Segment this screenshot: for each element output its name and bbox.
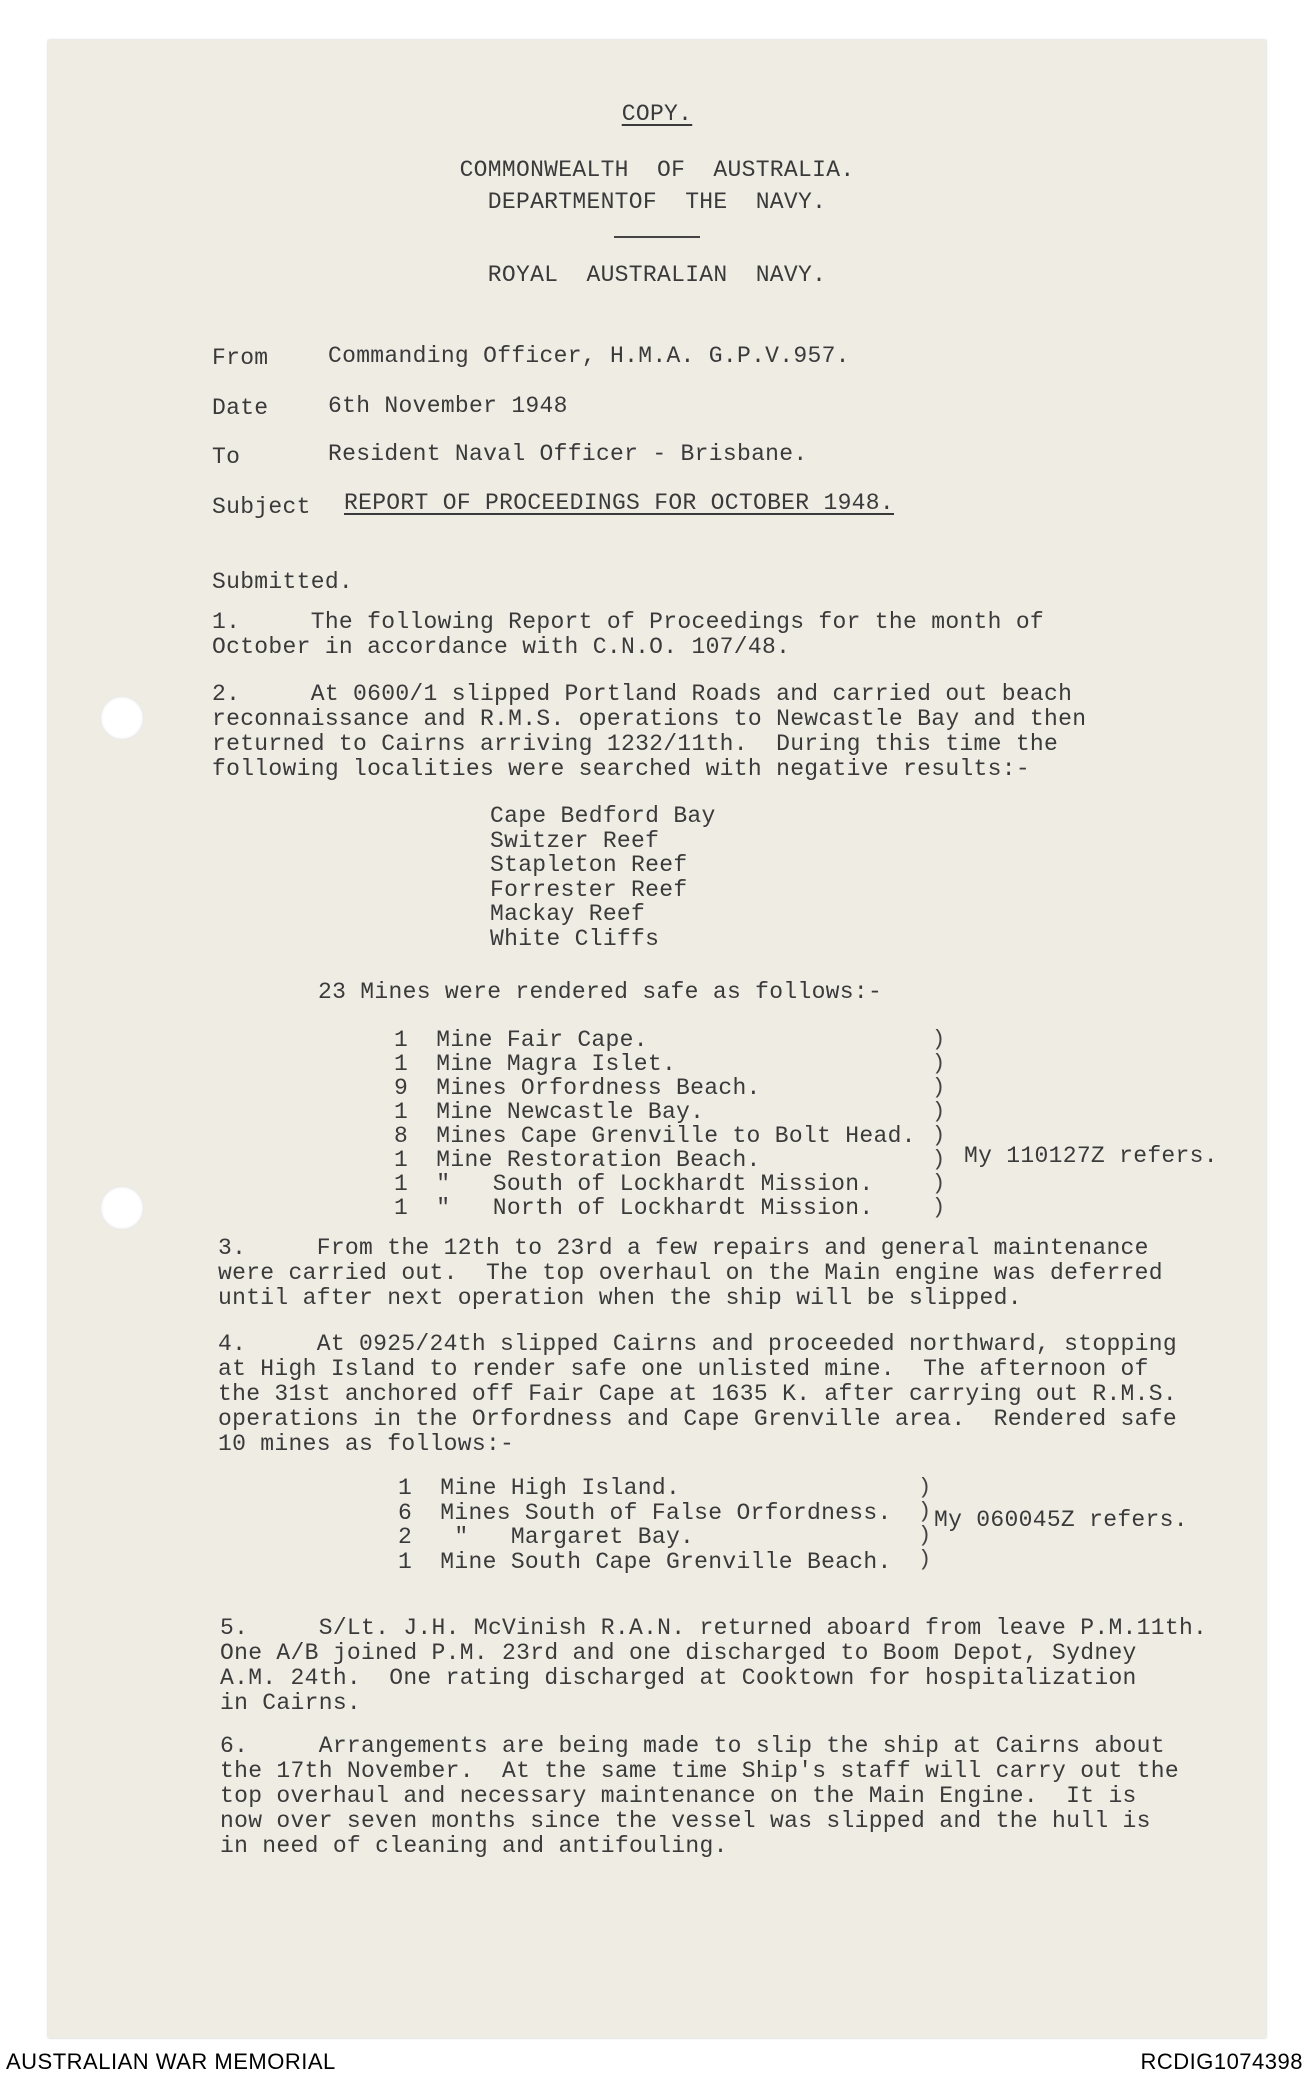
paragraph-3: 3. From the 12th to 23rd a few repairs and general maintenance were carried out. The top overhaul on the Main engine was deferred until after next operation when the ship will be slipped. <box>218 1235 1163 1311</box>
header-line-ran: ROYAL AUSTRALIAN NAVY. <box>487 262 827 288</box>
list-item: White Cliffs <box>490 925 660 952</box>
footer-record-id: RCDIG1074398 <box>1140 2049 1303 2074</box>
submitted-line: Submitted. <box>212 569 354 595</box>
subject-label: Subject <box>212 494 311 520</box>
header-line-commonwealth: COMMONWEALTH OF AUSTRALIA. <box>459 157 855 183</box>
reference-note-2: My 060045Z refers. <box>934 1507 1188 1533</box>
list-item: 1 Mine High Island. <box>398 1475 681 1501</box>
paragraph-1: 1. The following Report of Proceedings for the month of October in accordance with C.N.O. 107/48. <box>212 609 1045 660</box>
paragraph-6: 6. Arrangements are being made to slip the ship at Cairns about the 17th November. At the same time Ship's staff will carry out the top overhaul and necessary maintenance on the Main Engine. It is now over seven months since the vessel was slipped and the hull is in need of cleaning and antifouling. <box>220 1733 1179 1859</box>
brace-glyph: ) ) ) ) <box>918 1475 932 1572</box>
brace-glyph: ) ) ) ) ) ) ) ) <box>932 1027 946 1220</box>
list-item: 6 Mines South of False Orfordness. <box>398 1499 892 1526</box>
list-item: 1 Mine Restoration Beach. <box>394 1147 761 1173</box>
list-item: 1 Mine South Cape Grenville Beach. <box>398 1548 892 1575</box>
to-label: To <box>212 444 241 470</box>
date-value: 6th November 1948 <box>328 393 568 419</box>
to-value: Resident Naval Officer - Brisbane. <box>328 441 808 467</box>
punch-hole <box>100 696 144 740</box>
reference-note-1: My 110127Z refers. <box>964 1143 1218 1169</box>
list-item: 9 Mines Orfordness Beach. <box>394 1075 761 1101</box>
date-label: Date <box>212 395 269 421</box>
from-value: Commanding Officer, H.M.A. G.P.V.957. <box>328 343 850 369</box>
list-item: Forrester Reef <box>490 876 688 903</box>
punch-hole <box>100 1186 144 1230</box>
mines-list-october <box>394 1028 916 1220</box>
list-item: Cape Bedford Bay <box>490 803 716 829</box>
list-item: Switzer Reef <box>490 827 660 854</box>
paragraph-5: 5. S/Lt. J.H. McVinish R.A.N. returned aboard from leave P.M.11th. One A/B joined P.M. 23rd and one discharged to Boom Depot, Sydney A.M. 24th. One rating discharged at Cooktown for hospitalization in Cairns. <box>220 1615 1208 1716</box>
list-item: Stapleton Reef <box>490 852 688 878</box>
header-line-department: DEPARTMENTOF THE NAVY. <box>487 189 827 215</box>
header-divider <box>614 236 700 238</box>
list-item: 1 Mine Magra Islet. <box>394 1051 677 1077</box>
paragraph-4: 4. At 0925/24th slipped Cairns and proceeded northward, stopping at High Island to render safe one unlisted mine. The afternoon of the 31st anchored off Fair Cape at 1635 K. after carrying out R.M.S. operations in the Orfordness and Cape Grenville area. Rendered safe 10 mines as follows:- <box>218 1331 1177 1457</box>
list-item: 1 " South of Lockhardt Mission. <box>394 1171 874 1197</box>
list-item: 1 Mine Newcastle Bay. <box>394 1099 705 1125</box>
document-page <box>48 40 1266 2038</box>
list-item: 2 " Margaret Bay. <box>398 1524 695 1550</box>
paragraph-2: 2. At 0600/1 slipped Portland Roads and carried out beach reconnaissance and R.M.S. operations to Newcastle Bay and then returned to Cairns arriving 1232/11th. During this time the following localities were searched with negative results:- <box>212 681 1087 782</box>
subject-value: REPORT OF PROCEEDINGS FOR OCTOBER 1948. <box>344 490 894 516</box>
list-item: 8 Mines Cape Grenville to Bolt Head. <box>394 1123 916 1149</box>
footer-institution: AUSTRALIAN WAR MEMORIAL <box>6 2049 336 2074</box>
list-item: Mackay Reef <box>490 901 646 927</box>
from-label: From <box>212 345 269 371</box>
list-item: 1 Mine Fair Cape. <box>394 1027 648 1053</box>
mines-intro: 23 Mines were rendered safe as follows:- <box>318 979 883 1005</box>
mines-list-northward <box>398 1476 892 1574</box>
localities-list <box>490 804 716 951</box>
copy-heading: COPY. <box>621 101 693 127</box>
list-item: 1 " North of Lockhardt Mission. <box>394 1195 874 1221</box>
